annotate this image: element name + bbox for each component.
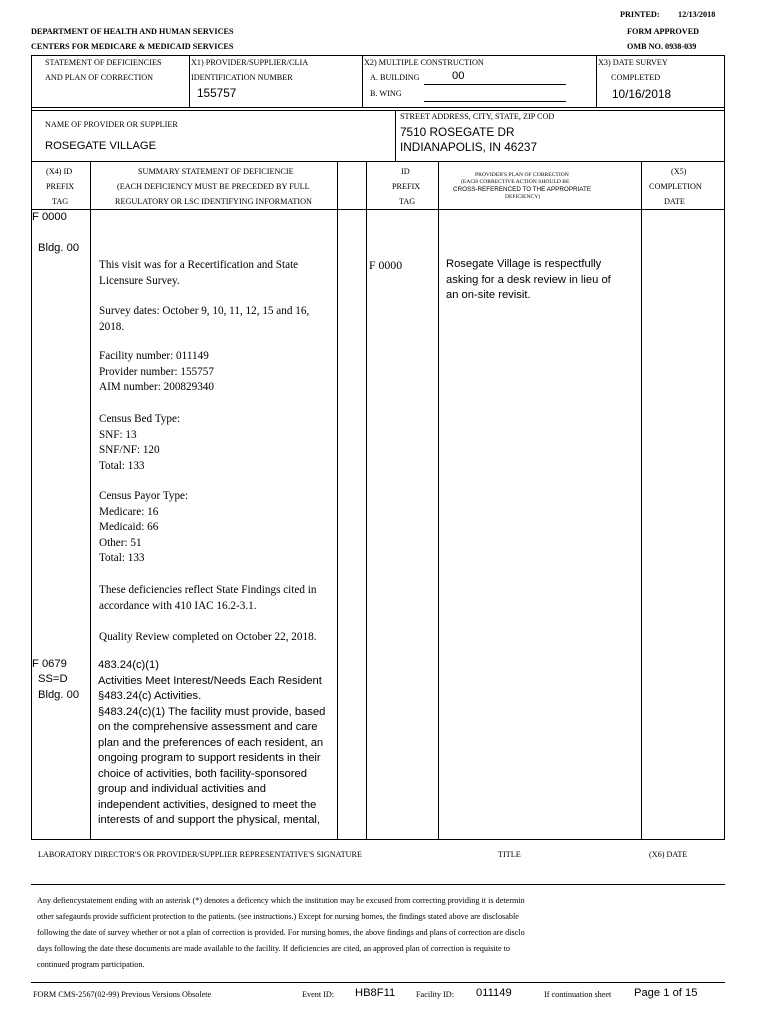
survey-intro-paragraph: This visit was for a Recertification and State Licensure Survey.	[99, 259, 299, 287]
building-tag-1: Bldg. 00	[38, 242, 80, 254]
address-label: STREET ADDRESS, CITY, STATE, ZIP COD	[400, 112, 555, 121]
facility-id-label: Facility ID:	[416, 990, 454, 999]
department-heading: DEPARTMENT OF HEALTH AND HUMAN SERVICES	[31, 27, 234, 36]
survey-dates-paragraph: Survey dates: October 9, 10, 11, 12, 15 and 16, 2018.	[99, 305, 310, 333]
x3-label-2: COMPLETED	[611, 73, 661, 82]
x3-label-1: X3) DATE SURVEY	[598, 58, 668, 67]
lab-director-signature-label: LABORATORY DIRECTOR'S OR PROVIDER/SUPPLIER REPRESENTATIVE'S SIGNATURE	[38, 850, 362, 859]
scope-severity: SS=D	[38, 673, 68, 685]
wing-label: B. WING	[370, 89, 402, 98]
printed-label: PRINTED:	[620, 10, 660, 19]
form-approved: FORM APPROVED	[627, 27, 700, 36]
provider-name: ROSEGATE VILLAGE	[45, 140, 157, 152]
address-line-1: 7510 ROSEGATE DR	[400, 125, 515, 139]
census-payor-type-paragraph: Census Payor Type: Medicare: 16 Medicaid: 66 Other: 51 Total: 133	[99, 490, 189, 565]
state-findings-paragraph: These deficiencies reflect State Findings cited in accordance with 410 IAC 16.2-3.1.	[99, 584, 317, 612]
address-line-2: INDIANAPOLIS, IN 46237	[400, 140, 538, 154]
col-x5-line2: COMPLETION	[649, 182, 702, 191]
building-value: 00	[452, 70, 465, 82]
census-bed-type-paragraph: Census Bed Type: SNF: 13 SNF/NF: 120 Total: 133	[99, 413, 181, 472]
plan-tag-f0000: F 0000	[369, 258, 403, 272]
tag-f0679: F 0679	[32, 658, 67, 670]
x6-date-label: (X6) DATE	[649, 850, 688, 859]
col-id-line3: TAG	[399, 197, 416, 206]
statement-label-2: AND PLAN OF CORRECTION	[45, 73, 154, 82]
event-id-value: HB8F11	[355, 987, 396, 999]
col-x4-line1: (X4) ID	[46, 167, 73, 176]
title-label: TITLE	[498, 850, 521, 859]
quality-review-paragraph: Quality Review completed on October 22, 2018.	[99, 631, 317, 643]
col-x4-line3: TAG	[52, 197, 69, 206]
facility-numbers-paragraph: Facility number: 011149 Provider number: 155757 AIM number: 200829340	[99, 350, 214, 394]
page-number: Page 1 of 15	[634, 987, 698, 999]
omb-number: OMB NO. 0938-039	[627, 42, 697, 51]
statement-label-1: STATEMENT OF DEFICIENCIES	[45, 58, 162, 67]
col-plan-line4: DEFICIENCY)	[505, 194, 541, 200]
form-id: FORM CMS-2567(02-99) Previous Versions Obsolete	[33, 990, 212, 999]
disclaimer-text: Any defiencystatement ending with an asterisk (*) denotes a deficency which the institution may be excused from correcting providing it is determin other safegaurds provide sufficient protection to the patients. (see instructions.) Except for nursing homes, the findings stated above are disclosable following the date of survey whether or not a plan of correction is provided. For nursing homes, the above findings and plans of correction are disclo days following the date these documents are made available to the facility. If deficiencies are cited, an approved plan of correction is requisite to continued program participation.	[37, 896, 525, 969]
col-x5-line3: DATE	[664, 197, 685, 206]
survey-date: 10/16/2018	[612, 87, 672, 101]
x2-label: X2) MULTIPLE CONSTRUCTION	[364, 58, 484, 67]
facility-id-value: 011149	[476, 987, 512, 999]
col-x5-line1: (X5)	[671, 167, 687, 176]
provider-number: 155757	[197, 86, 237, 100]
continuation-label: If continuation sheet	[544, 990, 612, 999]
event-id-label: Event ID:	[302, 990, 335, 999]
col-summary-line1: SUMMARY STATEMENT OF DEFICIENCIE	[138, 167, 294, 176]
col-x4-line2: PREFIX	[46, 182, 75, 191]
col-plan-line3: CROSS-REFERENCED TO THE APPROPRIATE	[453, 186, 592, 193]
col-plan-line1: PROVIDER'S PLAN OF CORRECTION	[475, 172, 569, 178]
col-summary-line3: REGULATORY OR LSC IDENTIFYING INFORMATION	[115, 197, 312, 206]
col-summary-line2: (EACH DEFICIENCY MUST BE PRECEDED BY FULL	[117, 182, 310, 191]
printed-date: 12/13/2018	[678, 10, 716, 19]
tag-f0000: F 0000	[32, 211, 67, 223]
centers-heading: CENTERS FOR MEDICARE & MEDICAID SERVICES	[31, 42, 234, 51]
f0679-deficiency-text: 483.24(c)(1) Activities Meet Interest/Needs Each Resident §483.24(c) Activities. §483.24(c)(1) The facility must provide, based on the comprehensive assessment and care plan and the preferences of each resident, an ongoing program to support residents in their choice of activities, both facility-sponsored group and individual activities and independent activities, designed to meet the interests of and support the physical, mental,	[98, 659, 326, 826]
plan-of-correction-text: Rosegate Village is respectfully asking for a desk review in lieu of an on-site revisit.	[446, 258, 611, 302]
col-id-line1: ID	[401, 167, 410, 176]
provider-name-label: NAME OF PROVIDER OR SUPPLIER	[45, 120, 178, 129]
col-id-line2: PREFIX	[392, 182, 421, 191]
building-label: A. BUILDING	[370, 73, 420, 82]
x1-label-1: X1) PROVIDER/SUPPLIER/CLIA	[191, 58, 309, 67]
x1-label-2: IDENTIFICATION NUMBER	[191, 73, 293, 82]
building-tag-2: Bldg. 00	[38, 689, 80, 701]
col-plan-line2: (EACH CORRECTIVE ACTION SHOULD BE	[461, 179, 570, 185]
